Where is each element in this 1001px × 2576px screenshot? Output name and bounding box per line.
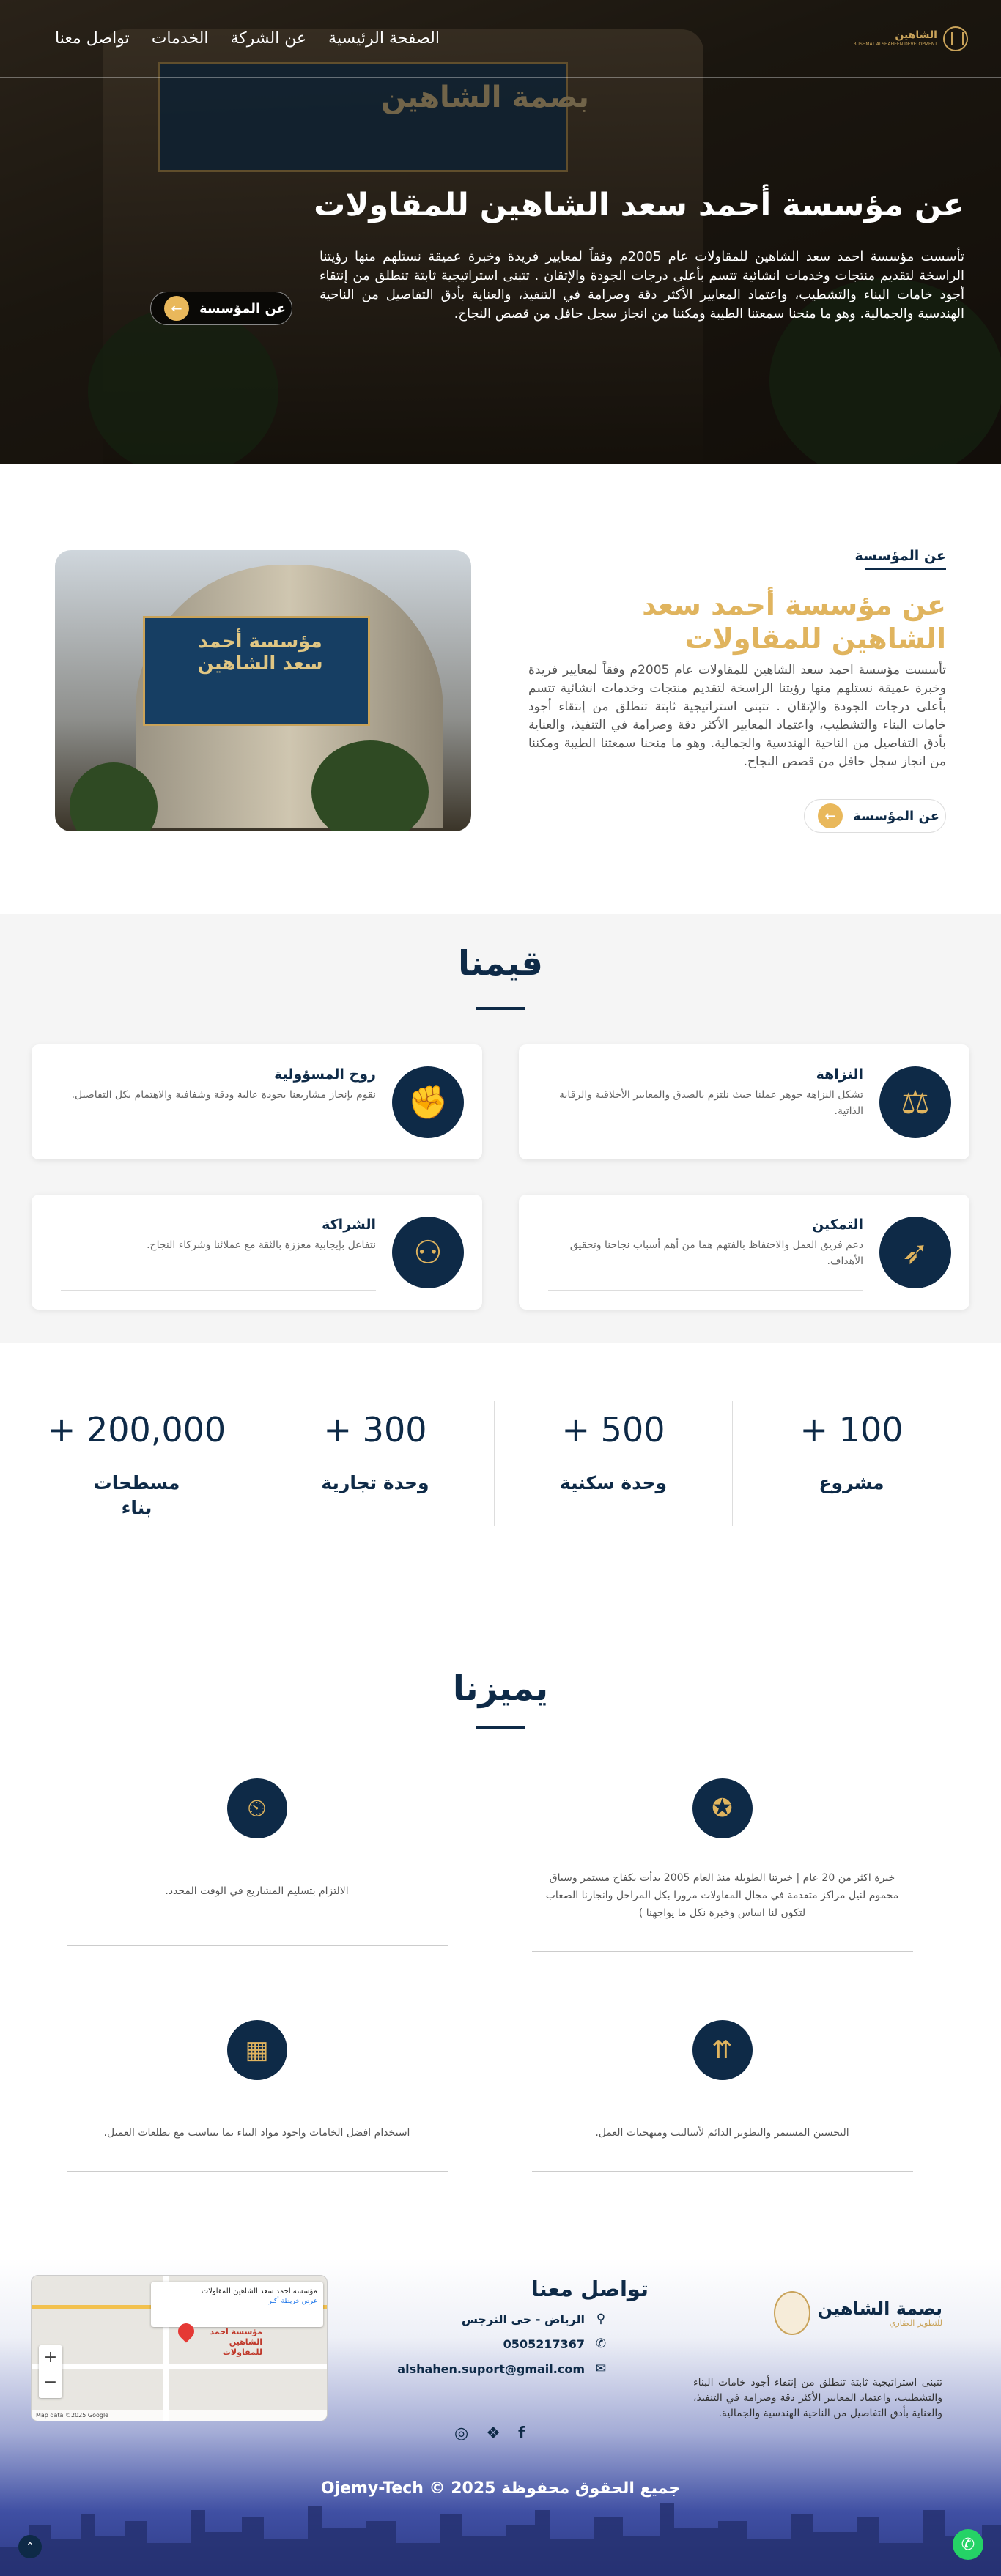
stat-number: 300 + [323,1410,427,1450]
whatsapp-icon[interactable]: ✆ [953,2529,983,2560]
zoom-out-icon[interactable]: − [43,2373,58,2391]
feature-text: التحسين المستمر والتطوير الدائم لأساليب ومنهجيات العمل. [595,2127,849,2139]
value-title: النزاهة [816,1066,863,1083]
values-section [0,914,1001,1343]
divider [67,2171,448,2172]
email-row[interactable] [348,2361,608,2376]
stat-number: 200,000 + [47,1410,226,1450]
about-title: عن مؤسسة أحمد سعد الشاهين للمقاولات [642,589,946,655]
value-card [32,1195,482,1310]
divider [61,1290,376,1291]
contact-block [348,2276,649,2376]
nav-about[interactable]: عن الشركة [230,29,307,48]
handshake-icon: ✊ [392,1066,464,1138]
logo-mark-icon [774,2291,810,2335]
facebook-icon[interactable]: f [517,2424,525,2443]
phone-row[interactable] [348,2336,608,2351]
about-button-label: عن المؤسسة [853,808,939,824]
about-button[interactable] [804,799,946,833]
about-kicker: عن المؤسسة [854,548,946,570]
stat-label: وحدة تجارية [321,1472,429,1493]
twitter-icon[interactable]: ❖ [486,2424,500,2443]
city-skyline-image [0,2495,1001,2576]
value-card [32,1044,482,1159]
logo-sub: BUSHMAT ALSHAHEEN DEVELOPMENT [853,41,937,47]
stat-item [732,1401,970,1526]
medal-icon: ✪ [692,1778,753,1838]
nav-contact[interactable]: تواصل معنا [55,29,130,48]
social-links [454,2424,525,2443]
instagram-icon[interactable]: ◎ [454,2424,469,2443]
value-text: تشكل النزاهة جوهر عملنا حيث نلتزم بالصدق والمعايير الأخلاقية والرقابة الذاتية. [559,1089,863,1117]
nav-services[interactable]: الخدمات [151,29,209,48]
values-title: قيمنا [458,943,543,983]
logo-mark-icon [943,26,968,51]
people-icon: ⚇ [392,1217,464,1288]
footer-logo[interactable] [774,2291,942,2335]
values-underline [476,1007,525,1010]
features-title: يميزنا [452,1669,549,1708]
value-text: دعم فريق العمل والاحتفاظ بالفتهم هما من أهم أسباب نجاحنا وتحقيق الأهداف. [569,1239,863,1267]
map-road [32,2364,328,2369]
hero-about-button-label: عن المؤسسة [199,300,286,316]
divider [532,2171,913,2172]
value-card [519,1195,969,1310]
map-larger-link[interactable]: عرض خريطة أكبر [268,2298,317,2305]
bricks-icon: ▦ [227,2020,287,2080]
address-row [348,2312,608,2326]
features-underline [476,1726,525,1729]
feature-text: الالتزام بتسليم المشاريع في الوقت المحدد. [165,1885,349,1897]
footer-logo-sub: للتطوير العقاري [889,2317,942,2328]
phone-icon: ✆ [595,2336,607,2351]
location-pin-icon: ⚲ [596,2312,606,2326]
stat-number: 100 + [799,1410,904,1450]
footer-logo-title: بصمة الشاهين [817,2298,942,2319]
stat-item [18,1401,256,1526]
stat-label: مشروع [819,1472,884,1493]
arrow-left-icon: ← [164,296,189,321]
zoom-in-icon[interactable]: + [43,2348,58,2367]
value-text: نتفاعل بإيجابية معززة بالثقة مع عملائنا وشركاء النجاح. [147,1239,376,1251]
divider [532,1951,913,1952]
location-map[interactable] [31,2275,328,2421]
phone-text: 0505217367 [503,2336,585,2351]
map-attribution: Map data ©2025 Google [32,2410,327,2421]
map-info-box [151,2282,323,2327]
nav-home[interactable]: الصفحة الرئيسية [328,29,440,48]
hero-about-button[interactable] [150,292,292,325]
map-zoom-controls [39,2345,62,2398]
feature-item [39,2020,475,2172]
map-info-title: مؤسسة احمد سعد الشاهين للمقاولات [201,2287,317,2295]
about-building-image [55,550,471,831]
value-title: الشراكة [322,1217,376,1233]
hero-title: عن مؤسسة أحمد سعد الشاهين للمقاولات [314,187,964,223]
hero-text: تأسست مؤسسة احمد سعد الشاهين للمقاولات عام 2005م وفقاً لمعايير فريدة وخبرة عميقة نستلهم منها رؤيتنا الراسخة لتقديم منتجات وخدمات انشائية تتسم بأعلى درجات الجودة والإتقان . تتبنى استراتيجية ثابتة تنطلق من إنتقاء أجود خامات البناء والتشطيب، واعتماد المعايير الأكثر دقة وصرامة في التنفيذ، والعناية بأدق التفاصيل من الناحية الهندسية والجمالية. وهو ما منحنا سمعتنا الطيبة ومكننا من انجاز سجل حافل من قصص النجاح. [319,249,964,322]
value-title: روح المسؤولية [274,1066,376,1083]
arrow-left-icon: ← [818,803,843,828]
feature-text: استخدام افضل الخامات واجود مواد البناء بما يتناسب مع تطلعات العميل. [103,2127,410,2139]
value-card [519,1044,969,1159]
stat-label: مسطحات بناء [93,1472,180,1518]
stats-section [0,1343,1001,1628]
logo-name: الشاهين [895,29,937,42]
value-text: نقوم بإنجاز مشاريعنا بجودة عالية ودقة وشفافية والاهتمام بكل التفاصيل. [71,1089,376,1101]
growth-icon: ⇈ [692,2020,753,2080]
stat-item [256,1401,494,1526]
address-text: الرياض - حي النرجس [461,2312,585,2326]
features-section [0,1628,1001,2258]
divider [548,1290,863,1291]
clock-icon: ⏲ [227,1778,287,1838]
envelope-icon: ✉ [595,2361,607,2376]
divider [67,1945,448,1946]
feature-item [504,2020,940,2172]
hero-section [0,0,1001,464]
rocket-icon: ➶ [879,1217,951,1288]
stat-number: 500 + [561,1410,665,1450]
value-title: التمكين [811,1217,863,1233]
feature-item [39,1778,475,1946]
map-pin-label: مؤسسة احمد الشاهين للمقاولات [210,2327,262,2357]
feature-text: خبرة اكثر من 20 عام | خبرتنا الطويلة منذ العام 2005 بدأت بكفاح مستمر وسباق محموم لنيل مراكز متقدمة في مجال المقاولات مرورا بكل المراحل وانجازنا الصعاب لتكون لنا اساس وخبرة نكل ما يواجهنا ) [545,1872,899,1919]
footer-description: تتبنى استراتيجية ثابتة تنطلق من إنتقاء أجود خامات البناء والتشطيب، واعتماد المعايير الأكثر دقة وصرامة في التنفيذ، والعناية بأدق التفاصيل من الناحية الهندسية والجمالية. [693,2377,942,2419]
main-menu [55,29,440,48]
stat-label: وحدة سكنية [559,1472,668,1493]
scale-icon: ⚖ [879,1066,951,1138]
about-section [0,464,1001,914]
top-nav [0,0,1001,78]
email-text: alshahen.suport@gmail.com [397,2361,585,2376]
site-logo[interactable] [854,26,968,51]
scroll-top-icon[interactable]: ⌃ [18,2535,42,2558]
about-text: تأسست مؤسسة احمد سعد الشاهين للمقاولات عام 2005م وفقاً لمعايير فريدة وخبرة عميقة نستلهم منها رؤيتنا الراسخة لتقديم منتجات وخدمات انشائية تتسم بأعلى درجات الجودة والإتقان . تتبنى استراتيجية ثابتة تنطلق من إنتقاء أجود خامات البناء والتشطيب، واعتماد المعايير الأكثر دقة وصرامة في التنفيذ، والعناية بأدق التفاصيل من الناحية الهندسية والجمالية. وهو ما منحنا سمعتنا الطيبة ومكننا من انجاز سجل حافل من قصص النجاح. [528,663,946,769]
feature-item [504,1778,940,1952]
copyright: جميع الحقوق محفوظة 2025 © Ojemy-Tech [320,2479,681,2498]
contact-title: تواصل معنا [531,2276,649,2301]
stat-item [494,1401,732,1526]
building-sign-text: مؤسسة أحمد سعد الشاهين [197,631,323,675]
footer [0,2258,1001,2576]
